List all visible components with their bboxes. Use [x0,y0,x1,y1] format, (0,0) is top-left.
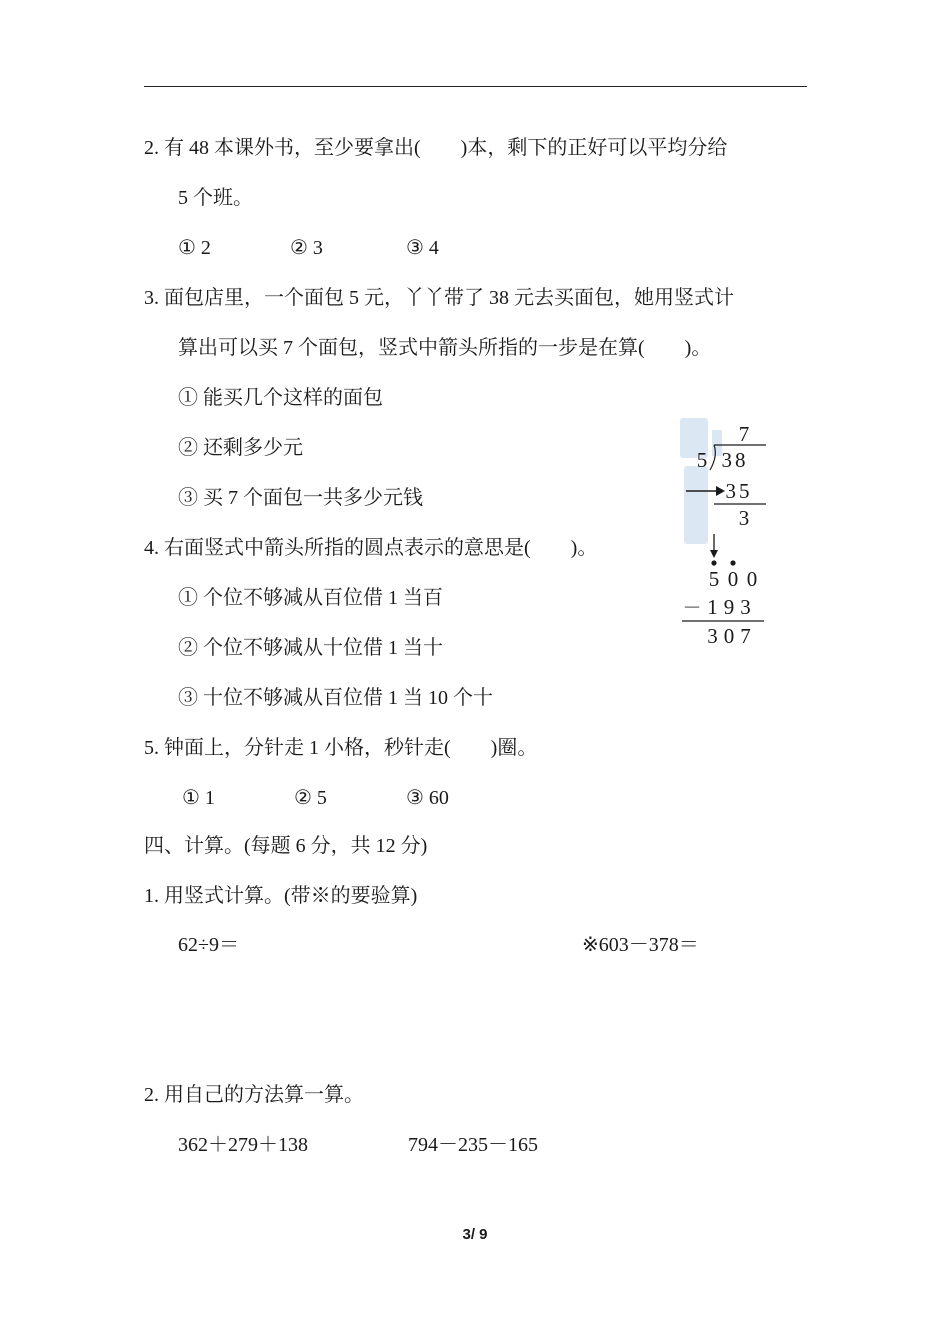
q2-text-line1: 2. 有 48 本课外书，至少要拿出( )本，剩下的正好可以平均分给 [144,137,728,159]
q5-option-1[interactable]: ① 1 [182,787,215,809]
borrow-dot-hundreds [711,560,716,565]
section4-title: 四、计算。(每题 6 分，共 12 分) [144,835,428,857]
division-divisor: 5 [696,448,708,472]
borrow-dot-tens [730,560,735,565]
watermark-logo [680,418,722,544]
q2-option-1[interactable]: ① 2 [178,237,211,259]
minuend-digit-hundreds: 5 [708,567,720,591]
section4-p1-title: 1. 用竖式计算。(带※的要验算) [144,885,418,907]
section4-p2-expr-2: 794－235－165 [408,1134,538,1156]
division-product: 35 [725,479,753,503]
section4-p1-expr-1: 62÷9＝ [178,934,239,956]
q3-text-line2: 算出可以买 7 个面包，竖式中箭头所指的一步是在算( )。 [178,337,712,359]
division-quotient: 7 [738,422,750,446]
calculation-figure [676,414,776,654]
q4-option-3[interactable]: ③ 十位不够减从百位借 1 当 10 个十 [178,687,493,709]
q3-option-2[interactable]: ② 还剩多少元 [178,437,303,459]
q5-option-2[interactable]: ② 5 [294,787,327,809]
q4-option-2[interactable]: ② 个位不够减从十位借 1 当十 [178,637,443,659]
difference: 307 [707,624,757,648]
q4-option-1[interactable]: ① 个位不够减从百位借 1 当百 [178,587,443,609]
q3-option-3[interactable]: ③ 买 7 个面包一共多少元钱 [178,487,423,509]
division-remainder: 3 [738,506,750,530]
section4-p2-expr-1: 362＋279＋138 [178,1134,308,1156]
q2-option-2[interactable]: ② 3 [290,237,323,259]
q3-text-line1: 3. 面包店里，一个面包 5 元，丫丫带了 38 元去买面包，她用竖式计 [144,287,734,309]
q3-option-1[interactable]: ① 能买几个这样的面包 [178,387,383,409]
arrow-head [716,486,725,496]
page-number: 3/ 9 [462,1226,488,1243]
section4-p2-title: 2. 用自己的方法算一算。 [144,1084,364,1106]
q2-option-3[interactable]: ③ 4 [406,237,439,259]
q5-option-3[interactable]: ③ 60 [406,787,449,809]
q2-text-line2: 5 个班。 [178,187,253,209]
subtrahend: 193 [707,595,757,619]
section4-p1-expr-2: ※603－378＝ [582,934,699,956]
q5-text-line1: 5. 钟面上，分针走 1 小格，秒针走( )圈。 [144,737,538,759]
minuend-digit-ones: 0 [746,567,758,591]
header-rule [144,86,807,87]
down-arrow-head [710,550,718,558]
minuend-digit-tens: 0 [727,567,739,591]
minus-sign: － [682,598,702,619]
division-dividend: 38 [721,448,749,472]
q4-text-line1: 4. 右面竖式中箭头所指的圆点表示的意思是( )。 [144,537,598,559]
